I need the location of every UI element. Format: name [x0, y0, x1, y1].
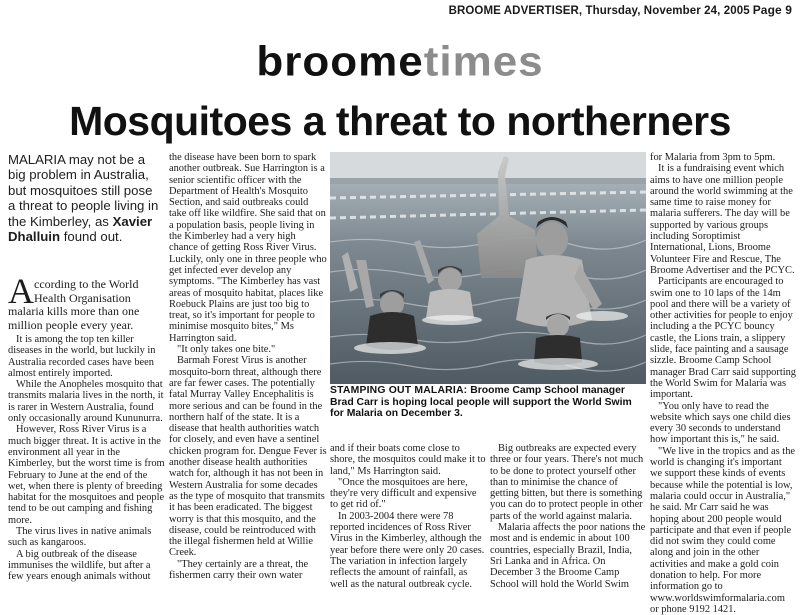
paragraph: the disease have been born to spark another outbreak. Sue Harrington is a senior scientific officer with the Department of Health's Mosquito Section, and said outbreaks could take off like wildfire. She said that on a population basis, people living in the Kimberley had a very high chance of getting Ross River Virus. Luckily, only one in three people who get infected ever develop any symptoms. "The Kimberley has vast areas of mosquito habitat, places like Roebuck Plains are just too big to treat, so it's important for people to minimise mosquito bites," Ms Harrington said.	[169, 152, 327, 344]
headline: Mosquitoes a threat to northerners	[69, 98, 731, 144]
paragraph: "They certainly are a threat, the fishermen carry their own water	[169, 558, 309, 581]
paragraph: "It only takes one bite."	[177, 344, 276, 356]
photo-caption	[330, 385, 646, 420]
masthead-logo	[256, 38, 544, 85]
article-column-5	[650, 152, 796, 615]
paragraph: It is a fundraising event which aims to have one million people around the world swimming at the same time to raise money for malaria sufferers. The day will be supported by various groups including Soroptimist International, Lions, Broome Volunteer Fire and Rescue, The Broome Advertiser and the PCYC.	[650, 163, 795, 276]
intro-paragraph	[8, 271, 164, 332]
intro-rest: malaria kills more than one million people every year.	[8, 304, 140, 332]
paragraph: "We live in the tropics and as the world is changing it's important we support these kinds of events because while the potential is low, malaria could occur in Australia," he said. Mr Carr said he was hoping about 200 people would participate and that even if people did not swim they could come along and join in the other activities and make a gold coin donation to help. For more information go to www.worldswimformalaria.com or phone 9192 1421.	[650, 445, 796, 615]
paragraph: Participants are encouraged to swim one to 10 laps of the 14m pool and there will be a variety of other activities for people to enjoy including a the PCYC bouncy castle, the Lions train, a slippery slide, face painting and a sausage sizzle. Broome Camp School manager Brad Carr said supporting the World Swim for Malaria was important.	[650, 276, 797, 401]
paragraph: for Malaria from 3pm to 5pm.	[650, 152, 776, 163]
section-masthead	[0, 40, 800, 96]
paragraph: It is among the top ten killer diseases in the world, but luckily in Australia recorded cases have been almost entirely imported.	[8, 334, 156, 379]
page-header	[0, 0, 800, 18]
article-column-1	[8, 334, 166, 583]
caption-lead: STAMPING OUT MALARIA:	[330, 385, 468, 396]
paragraph: The virus lives in native animals such as kangaroos.	[8, 526, 152, 549]
paragraph: and if their boats come close to shore, the mosquitos could make it to land," Ms Harrington said.	[330, 443, 486, 477]
paragraph: "Once the mosquitoes are here, they're very difficult and expensive to get rid of."	[330, 476, 477, 511]
photo-swimmers-in-pool	[330, 152, 646, 384]
article-column-2	[169, 152, 327, 581]
intro-lead-2: Health Organisation	[34, 290, 131, 305]
paragraph: However, Ross River Virus is a much bigger threat. It is active in the environment all year in the Kimberley, but the worst time is from February to June at the end of the wet, when there is plenty of breeding habitat for the mosquitoes and people tend to be out camping and fishing more.	[8, 424, 165, 526]
drop-cap: A	[8, 271, 34, 311]
article-column-3	[330, 443, 486, 590]
news-photo	[330, 152, 646, 384]
paragraph: Big outbreaks are expected every three or four years. There's not much to be done to protect yourself other than to minimise the chance of getting bitten, but there is something you can do to protect people in other parts of the world against malaria.	[490, 443, 644, 522]
intro-lead-1: ccording to the World	[34, 277, 139, 291]
masthead-part-a: broome	[256, 38, 424, 85]
header-text: BROOME ADVERTISER, Thursday, November 24, 2005	[448, 5, 750, 17]
paragraph: In 2003-2004 there were 78 reported incidences of Ross River Virus in the Kimberley, although the year before there were only 20 cases. The variation in infection largely reflects the amount of rainfall, as well as the natural outbreak cycle.	[330, 510, 485, 590]
standfirst	[8, 152, 163, 244]
page-number: Page 9	[752, 3, 792, 17]
header-dateline	[449, 3, 792, 17]
paragraph: A big outbreak of the disease immunises the wildlife, but after a few years enough animals without	[8, 548, 151, 583]
paragraph: Barmah Forest Virus is another mosquito-born threat, although there are far fewer cases. The potentially fatal Murray Valley Encephalitis is more serious and can be found in the northern half of the state. It is a disease that health authorities watch for closely, and even have a sentinel chicken program for. Dengue Fever is another disease health authorities watch for, although it has not been in Western Australia for some decades as the type of mosquito that transmits it has been eradicated. The biggest worry is that this mosquito, and the disease, could be reintroduced with the illegal fishermen held at Willie Creek.	[169, 355, 327, 559]
paragraph: Malaria affects the poor nations the most and is endemic in about 100 countries, especially Brazil, India, Sri Lanka and in Africa. On December 3 the Broome Camp School will hold the World Swim	[490, 522, 646, 590]
masthead-part-b: times	[423, 38, 544, 85]
paragraph: "You only have to read the website which says one child dies every 30 seconds to understand how important this is," he said.	[650, 400, 791, 446]
byline: Xavier Dhalluin	[8, 213, 153, 245]
standfirst-tail: found out.	[63, 229, 123, 245]
standfirst-text: MALARIA may not be a big problem in Australia, but mosquitoes still pose a threat to people living in the Kimberley, as	[8, 152, 159, 229]
article-column-4	[490, 443, 646, 590]
caption-text: Broome Camp School manager Brad Carr is hoping local people will support the World Swim for Malaria on December 3.	[330, 385, 632, 420]
paragraph: While the Anopheles mosquito that transmits malaria lives in the north, it is rarer in Western Australia, found only occasionally around Kununurra.	[8, 379, 164, 425]
